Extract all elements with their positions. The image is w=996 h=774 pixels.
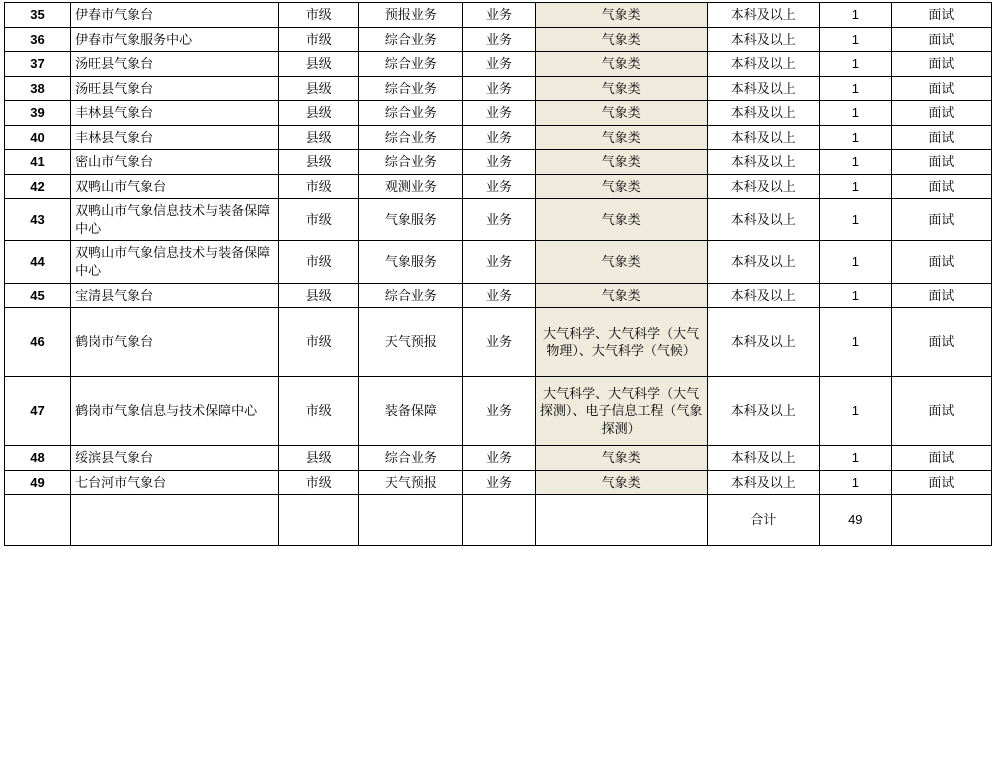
total-empty-考试方式 [891, 495, 991, 546]
table-body [5, 3, 992, 546]
cell-序号: 44 [5, 241, 71, 283]
cell-单位名称: 伊春市气象服务中心 [71, 27, 279, 52]
cell-学历要求: 本科及以上 [707, 52, 819, 77]
cell-岗位类别: 业务 [463, 199, 535, 241]
cell-招聘人数: 1 [819, 308, 891, 377]
cell-单位名称: 丰林县气象台 [71, 101, 279, 126]
cell-学历要求: 本科及以上 [707, 174, 819, 199]
cell-单位级别: 县级 [279, 283, 359, 308]
cell-序号: 48 [5, 446, 71, 471]
cell-学历要求: 本科及以上 [707, 377, 819, 446]
cell-序号: 43 [5, 199, 71, 241]
cell-单位名称: 双鸭山市气象台 [71, 174, 279, 199]
table-row [5, 3, 992, 28]
cell-考试方式: 面试 [891, 3, 991, 28]
cell-专业要求: 气象类 [535, 101, 707, 126]
cell-学历要求: 本科及以上 [707, 150, 819, 175]
cell-专业要求: 气象类 [535, 150, 707, 175]
cell-考试方式: 面试 [891, 446, 991, 471]
cell-考试方式: 面试 [891, 101, 991, 126]
total-value: 49 [819, 495, 891, 546]
total-empty-单位名称 [71, 495, 279, 546]
cell-招聘人数: 1 [819, 241, 891, 283]
table-row [5, 446, 992, 471]
cell-单位名称: 鹤岗市气象台 [71, 308, 279, 377]
cell-专业要求: 气象类 [535, 27, 707, 52]
cell-单位级别: 市级 [279, 470, 359, 495]
cell-单位名称: 汤旺县气象台 [71, 52, 279, 77]
cell-序号: 46 [5, 308, 71, 377]
cell-岗位类别: 业务 [463, 308, 535, 377]
cell-专业要求: 气象类 [535, 125, 707, 150]
table-row [5, 174, 992, 199]
cell-岗位类别: 业务 [463, 27, 535, 52]
cell-序号: 45 [5, 283, 71, 308]
cell-岗位类别: 业务 [463, 150, 535, 175]
cell-专业要求: 气象类 [535, 241, 707, 283]
cell-考试方式: 面试 [891, 52, 991, 77]
table-row [5, 150, 992, 175]
table-row [5, 199, 992, 241]
cell-考试方式: 面试 [891, 27, 991, 52]
cell-招聘人数: 1 [819, 377, 891, 446]
cell-岗位类别: 业务 [463, 125, 535, 150]
cell-单位级别: 县级 [279, 76, 359, 101]
cell-单位名称: 七台河市气象台 [71, 470, 279, 495]
cell-单位级别: 市级 [279, 199, 359, 241]
cell-单位级别: 市级 [279, 308, 359, 377]
cell-招聘人数: 1 [819, 3, 891, 28]
cell-单位名称: 伊春市气象台 [71, 3, 279, 28]
cell-岗位名称: 综合业务 [359, 150, 463, 175]
cell-单位名称: 双鸭山市气象信息技术与装备保障中心 [71, 241, 279, 283]
total-empty-序号 [5, 495, 71, 546]
cell-学历要求: 本科及以上 [707, 3, 819, 28]
cell-序号: 36 [5, 27, 71, 52]
table-row [5, 101, 992, 126]
cell-学历要求: 本科及以上 [707, 308, 819, 377]
cell-岗位类别: 业务 [463, 101, 535, 126]
cell-岗位类别: 业务 [463, 174, 535, 199]
cell-岗位名称: 综合业务 [359, 446, 463, 471]
cell-招聘人数: 1 [819, 470, 891, 495]
cell-岗位类别: 业务 [463, 76, 535, 101]
cell-单位级别: 市级 [279, 27, 359, 52]
cell-序号: 42 [5, 174, 71, 199]
cell-序号: 41 [5, 150, 71, 175]
cell-岗位类别: 业务 [463, 3, 535, 28]
cell-序号: 40 [5, 125, 71, 150]
cell-单位名称: 宝清县气象台 [71, 283, 279, 308]
cell-考试方式: 面试 [891, 76, 991, 101]
cell-学历要求: 本科及以上 [707, 27, 819, 52]
table-row [5, 76, 992, 101]
cell-招聘人数: 1 [819, 27, 891, 52]
cell-单位级别: 县级 [279, 446, 359, 471]
cell-单位级别: 县级 [279, 125, 359, 150]
cell-招聘人数: 1 [819, 125, 891, 150]
cell-单位名称: 双鸭山市气象信息技术与装备保障中心 [71, 199, 279, 241]
cell-单位名称: 鹤岗市气象信息与技术保障中心 [71, 377, 279, 446]
cell-专业要求: 气象类 [535, 199, 707, 241]
table-row [5, 241, 992, 283]
cell-招聘人数: 1 [819, 52, 891, 77]
cell-考试方式: 面试 [891, 283, 991, 308]
cell-岗位名称: 预报业务 [359, 3, 463, 28]
cell-单位级别: 县级 [279, 150, 359, 175]
cell-学历要求: 本科及以上 [707, 76, 819, 101]
cell-招聘人数: 1 [819, 101, 891, 126]
table-row [5, 52, 992, 77]
cell-单位级别: 市级 [279, 241, 359, 283]
cell-学历要求: 本科及以上 [707, 125, 819, 150]
cell-专业要求: 气象类 [535, 3, 707, 28]
cell-招聘人数: 1 [819, 150, 891, 175]
cell-单位级别: 市级 [279, 377, 359, 446]
cell-岗位名称: 装备保障 [359, 377, 463, 446]
cell-专业要求: 气象类 [535, 52, 707, 77]
cell-考试方式: 面试 [891, 308, 991, 377]
cell-学历要求: 本科及以上 [707, 199, 819, 241]
cell-学历要求: 本科及以上 [707, 241, 819, 283]
cell-考试方式: 面试 [891, 150, 991, 175]
cell-序号: 39 [5, 101, 71, 126]
cell-岗位类别: 业务 [463, 241, 535, 283]
table-total-row [5, 495, 992, 546]
cell-专业要求: 大气科学、大气科学（大气物理）、大气科学（气候） [535, 308, 707, 377]
cell-学历要求: 本科及以上 [707, 283, 819, 308]
table-row [5, 27, 992, 52]
cell-考试方式: 面试 [891, 377, 991, 446]
cell-单位级别: 县级 [279, 101, 359, 126]
cell-专业要求: 气象类 [535, 174, 707, 199]
cell-岗位类别: 业务 [463, 470, 535, 495]
cell-学历要求: 本科及以上 [707, 101, 819, 126]
total-empty-专业要求 [535, 495, 707, 546]
cell-单位名称: 绥滨县气象台 [71, 446, 279, 471]
cell-考试方式: 面试 [891, 470, 991, 495]
table-row [5, 125, 992, 150]
cell-单位级别: 市级 [279, 174, 359, 199]
cell-单位名称: 密山市气象台 [71, 150, 279, 175]
total-empty-岗位名称 [359, 495, 463, 546]
cell-单位级别: 县级 [279, 52, 359, 77]
cell-招聘人数: 1 [819, 446, 891, 471]
table-row [5, 283, 992, 308]
cell-考试方式: 面试 [891, 125, 991, 150]
cell-招聘人数: 1 [819, 199, 891, 241]
cell-岗位类别: 业务 [463, 283, 535, 308]
total-empty-单位级别 [279, 495, 359, 546]
cell-岗位类别: 业务 [463, 446, 535, 471]
cell-岗位名称: 天气预报 [359, 308, 463, 377]
cell-岗位类别: 业务 [463, 377, 535, 446]
cell-岗位名称: 天气预报 [359, 470, 463, 495]
cell-招聘人数: 1 [819, 283, 891, 308]
cell-序号: 49 [5, 470, 71, 495]
cell-岗位名称: 气象服务 [359, 241, 463, 283]
cell-岗位名称: 综合业务 [359, 125, 463, 150]
cell-岗位类别: 业务 [463, 52, 535, 77]
cell-单位名称: 汤旺县气象台 [71, 76, 279, 101]
recruitment-table [4, 2, 992, 546]
cell-学历要求: 本科及以上 [707, 446, 819, 471]
cell-学历要求: 本科及以上 [707, 470, 819, 495]
cell-招聘人数: 1 [819, 76, 891, 101]
cell-单位级别: 市级 [279, 3, 359, 28]
cell-岗位名称: 观测业务 [359, 174, 463, 199]
total-label: 合计 [707, 495, 819, 546]
cell-单位名称: 丰林县气象台 [71, 125, 279, 150]
cell-岗位名称: 综合业务 [359, 27, 463, 52]
cell-岗位名称: 气象服务 [359, 199, 463, 241]
cell-招聘人数: 1 [819, 174, 891, 199]
cell-岗位名称: 综合业务 [359, 76, 463, 101]
table-row [5, 308, 992, 377]
table-row [5, 470, 992, 495]
cell-序号: 38 [5, 76, 71, 101]
cell-岗位名称: 综合业务 [359, 283, 463, 308]
cell-专业要求: 气象类 [535, 283, 707, 308]
cell-考试方式: 面试 [891, 199, 991, 241]
cell-专业要求: 气象类 [535, 470, 707, 495]
cell-专业要求: 气象类 [535, 76, 707, 101]
cell-序号: 47 [5, 377, 71, 446]
cell-专业要求: 大气科学、大气科学（大气探测）、电子信息工程（气象探测） [535, 377, 707, 446]
cell-专业要求: 气象类 [535, 446, 707, 471]
cell-考试方式: 面试 [891, 241, 991, 283]
cell-岗位名称: 综合业务 [359, 52, 463, 77]
cell-岗位名称: 综合业务 [359, 101, 463, 126]
cell-考试方式: 面试 [891, 174, 991, 199]
cell-序号: 35 [5, 3, 71, 28]
total-empty-岗位类别 [463, 495, 535, 546]
table-row [5, 377, 992, 446]
cell-序号: 37 [5, 52, 71, 77]
